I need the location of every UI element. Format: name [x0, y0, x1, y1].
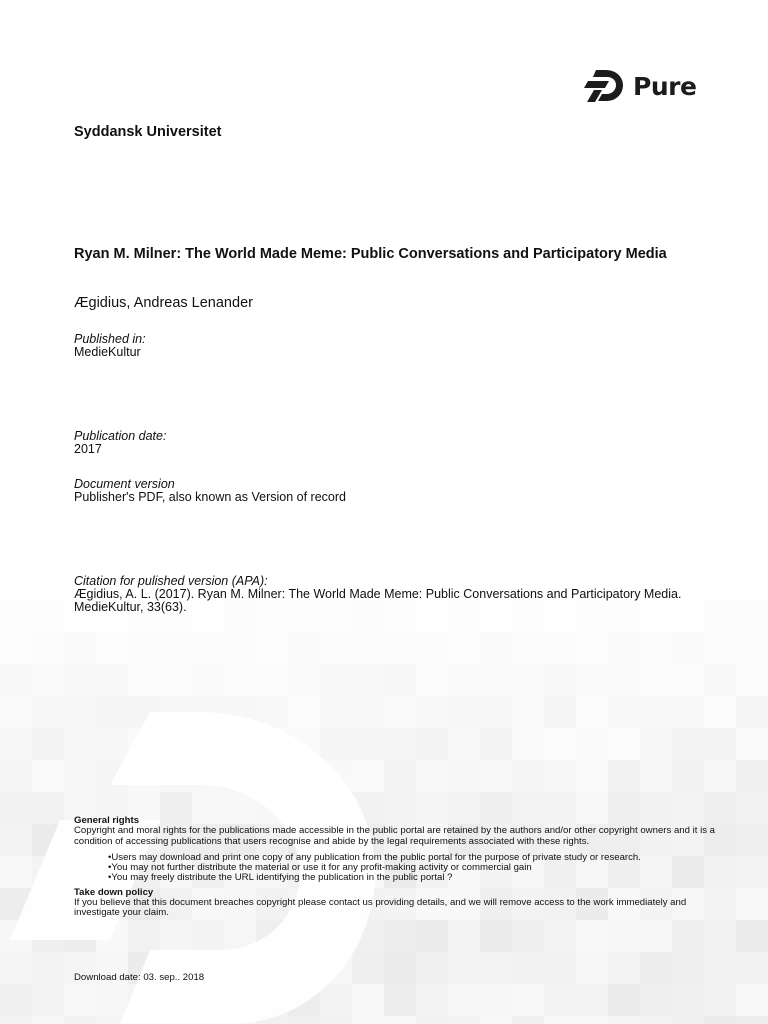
general-rights-heading: General rights — [74, 815, 140, 826]
rights-list-item: • You may freely distribute the URL identifying the publication in the public portal ? — [108, 873, 734, 883]
published-in-value: MedieKultur — [74, 345, 141, 359]
publication-title: Ryan M. Milner: The World Made Meme: Public Conversations and Participatory Media — [74, 246, 667, 262]
rights-section — [74, 816, 734, 919]
publication-date-label: Publication date: — [74, 429, 167, 443]
document-version-value: Publisher's PDF, also known as Version of record — [74, 490, 346, 504]
download-date: Download date: 03. sep.. 2018 — [74, 972, 205, 983]
publication-date-value: 2017 — [74, 442, 102, 456]
rights-list — [108, 853, 734, 884]
pure-logo-text: Pure — [633, 71, 697, 101]
takedown-heading: Take down policy — [74, 886, 154, 898]
institution-name: Syddansk Universitet — [74, 124, 222, 140]
pure-logo — [582, 68, 696, 104]
pure-watermark-icon — [0, 600, 768, 1024]
citation-line-1: Ægidius, A. L. (2017). Ryan M. Milner: The World Made Meme: Public Conversations and Participatory Media. — [74, 587, 682, 601]
pure-logo-icon — [582, 68, 628, 104]
document-version-label: Document version — [74, 477, 175, 491]
rights-list-item: • You may not further distribute the material or use it for any profit-making activity or commercial gain — [108, 863, 734, 873]
rights-list-item: • Users may download and print one copy of any publication from the public portal for the purpose of private study or research. — [108, 853, 734, 863]
takedown-text: If you believe that this document breaches copyright please contact us providing details, and we will remove access to the work immediately and investigate your claim. — [74, 897, 687, 919]
citation-label: Citation for pulished version (APA): — [74, 574, 268, 588]
author-name: Ægidius, Andreas Lenander — [74, 295, 253, 311]
general-rights-text: Copyright and moral rights for the publications made accessible in the public portal are retained by the authors and/or other copyright owners and it is a condition of accessing publications that users recognise and abide by the legal requirements associated with these rights. — [74, 825, 716, 847]
published-in-label: Published in: — [74, 332, 146, 346]
citation-line-2: MedieKultur, 33(63). — [74, 600, 187, 614]
